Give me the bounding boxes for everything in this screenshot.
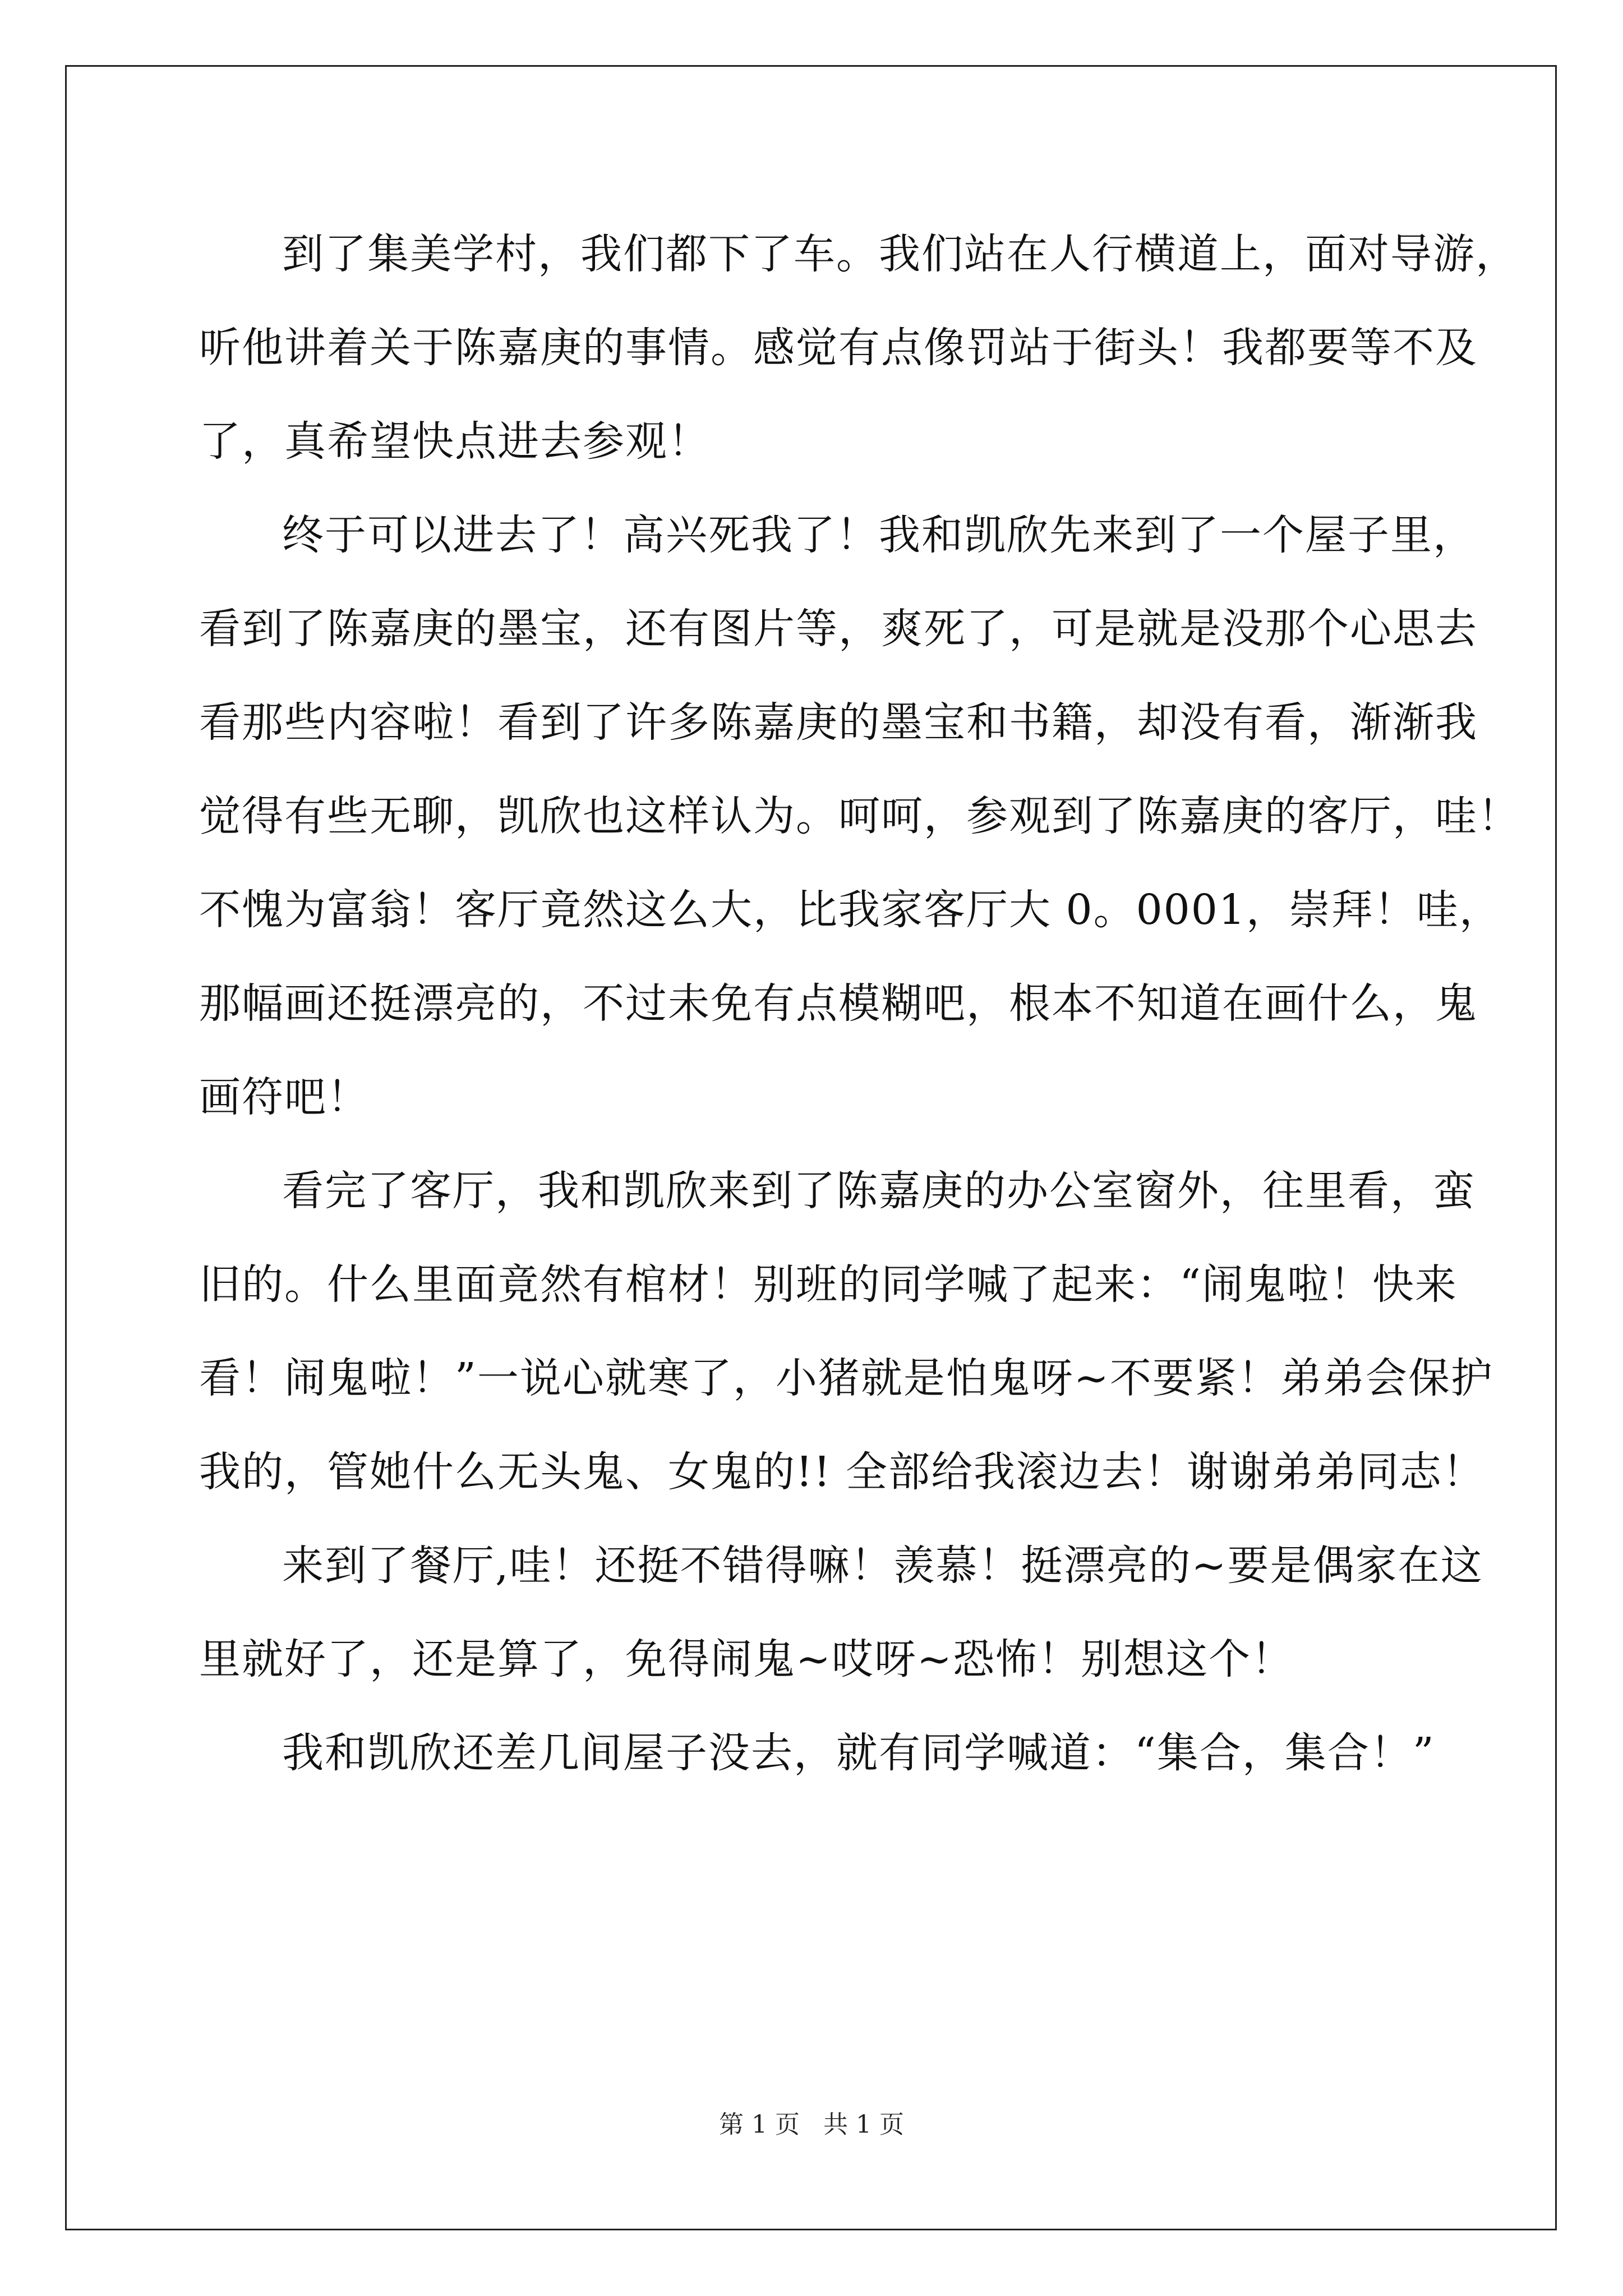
text-line: 了，真希望快点进去参观！	[199, 417, 711, 466]
text-line: 不愧为富翁！客厅竟然这么大，比我家客厅大 0。0001，崇拜！哇，	[199, 886, 1502, 934]
text-line: 看完了客厅，我和凯欣来到了陈嘉庚的办公室窗外，往里看，蛮	[282, 1167, 1476, 1215]
text-line: 觉得有些无聊，凯欣也这样认为。呵呵，参观到了陈嘉庚的客厅，哇！	[199, 792, 1520, 840]
text-line: 我和凯欣还差几间屋子没去，就有同学喊道：“集合，集合！”	[282, 1729, 1435, 1777]
text-line: 旧的。什么里面竟然有棺材！别班的同学喊了起来：“闹鬼啦！快来	[199, 1260, 1458, 1309]
text-line: 我的，管她什么无头鬼、女鬼的!! 全部给我滚边去！谢谢弟弟同志！	[199, 1448, 1485, 1496]
text-line: 看到了陈嘉庚的墨宝，还有图片等，爽死了，可是就是没那个心思去	[199, 605, 1478, 653]
text-line: 里就好了，还是算了，免得闹鬼~哎呀~恐怖！别想这个！	[199, 1635, 1294, 1683]
text-line: 那幅画还挺漂亮的，不过未免有点模糊吧，根本不知道在画什么，鬼	[199, 979, 1478, 1028]
page-number-footer: 第 1 页 共 1 页	[719, 2110, 904, 2139]
text-line: 来到了餐厅,哇！还挺不错得嘛！羡慕！挺漂亮的~要是偶家在这	[282, 1542, 1483, 1590]
text-line: 看！闹鬼啦！”一说心就寒了，小猪就是怕鬼呀~不要紧！弟弟会保护	[199, 1354, 1493, 1402]
text-line: 听他讲着关于陈嘉庚的事情。感觉有点像罚站于街头！我都要等不及	[199, 324, 1478, 372]
text-line: 到了集美学村，我们都下了车。我们站在人行横道上，面对导游，	[282, 230, 1518, 278]
text-line: 终于可以进去了！高兴死我了！我和凯欣先来到了一个屋子里，	[282, 511, 1476, 559]
text-line: 看那些内容啦！看到了许多陈嘉庚的墨宝和书籍，却没有看，渐渐我	[199, 698, 1478, 747]
document-body	[199, 208, 1520, 1800]
text-line: 画符吧！	[199, 1073, 370, 1121]
